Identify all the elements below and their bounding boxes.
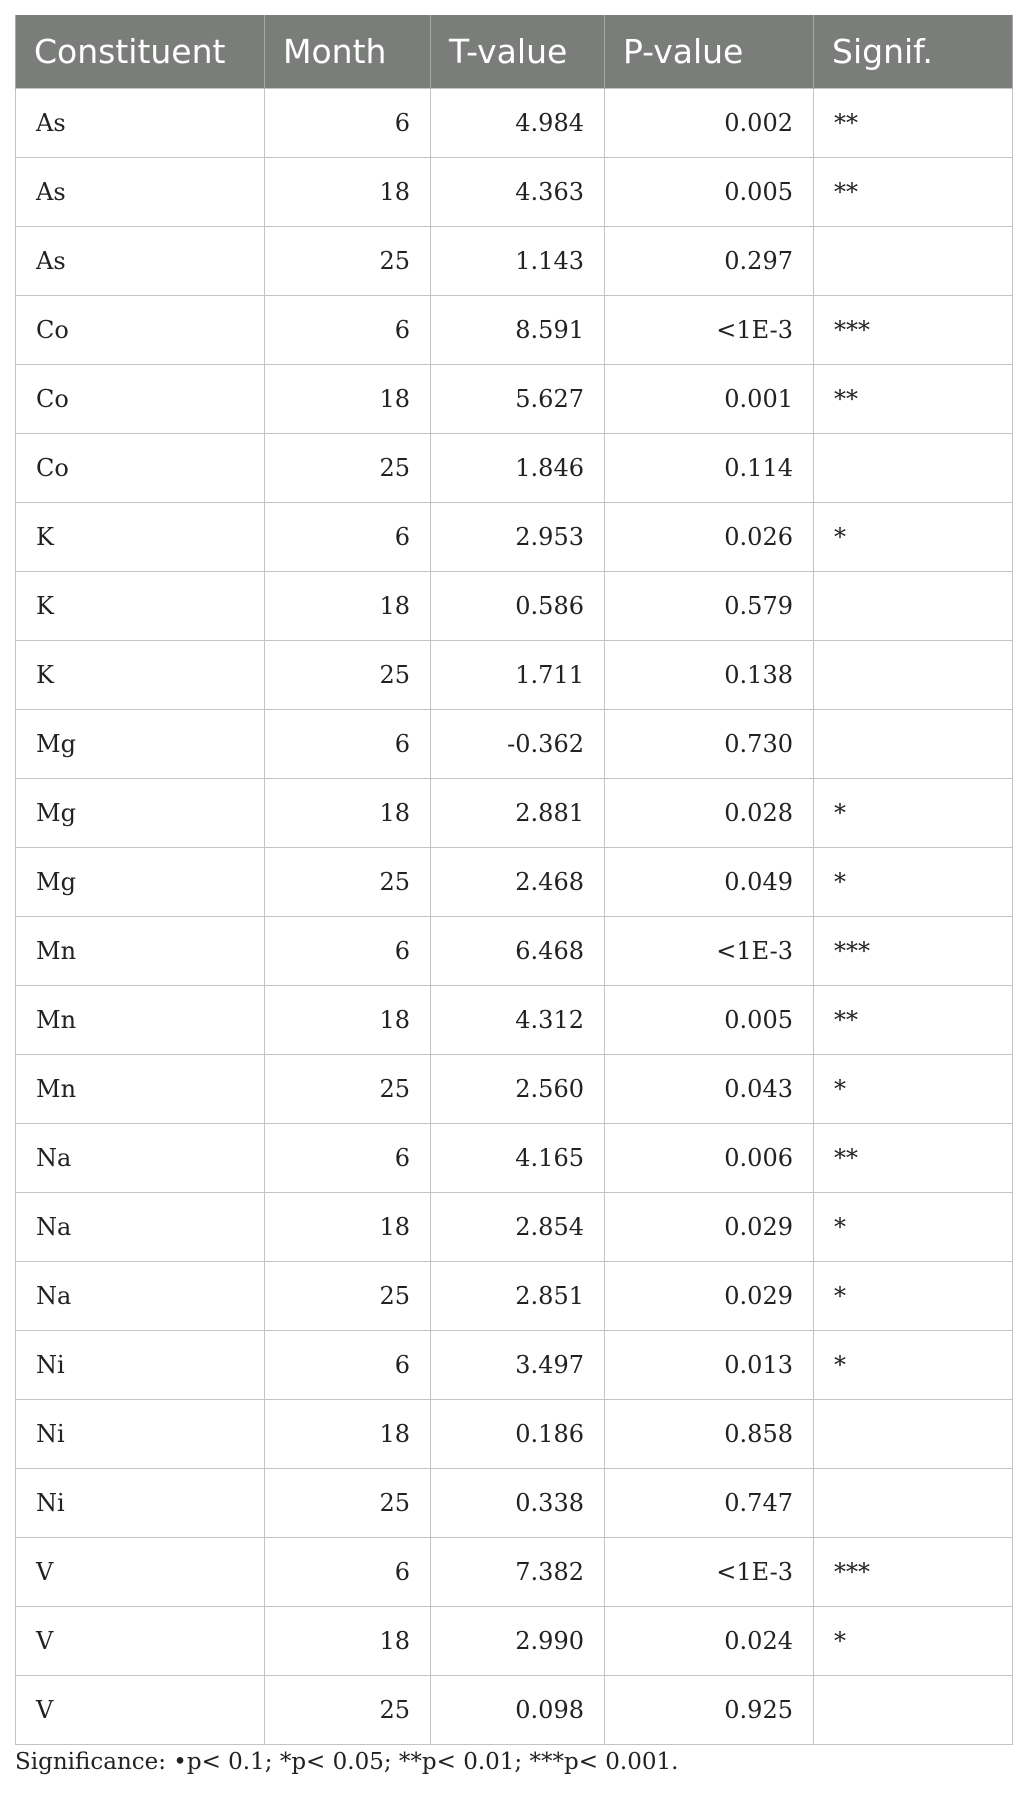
t-value-cell: 7.382 bbox=[431, 1537, 605, 1606]
constituent-cell: Mg bbox=[16, 778, 265, 847]
signif-cell bbox=[814, 1468, 1013, 1537]
t-value-cell: 1.846 bbox=[431, 433, 605, 502]
p-value-cell: <1E-3 bbox=[605, 1537, 814, 1606]
header-month: Month bbox=[265, 15, 431, 88]
table-row bbox=[16, 985, 1013, 1054]
month-cell: 25 bbox=[265, 847, 431, 916]
month-cell: 18 bbox=[265, 985, 431, 1054]
t-value-cell: 3.497 bbox=[431, 1330, 605, 1399]
constituent-cell: Mn bbox=[16, 916, 265, 985]
month-cell: 25 bbox=[265, 1675, 431, 1744]
constituent-cell: Na bbox=[16, 1123, 265, 1192]
header-t-value: T-value bbox=[431, 15, 605, 88]
month-cell: 6 bbox=[265, 1330, 431, 1399]
t-value-cell: 2.953 bbox=[431, 502, 605, 571]
signif-cell: * bbox=[814, 778, 1013, 847]
signif-cell: * bbox=[814, 1054, 1013, 1123]
constituent-cell: K bbox=[16, 502, 265, 571]
p-value-cell: 0.028 bbox=[605, 778, 814, 847]
table-row bbox=[16, 295, 1013, 364]
table-body bbox=[16, 88, 1013, 1744]
constituent-cell: Ni bbox=[16, 1468, 265, 1537]
table-row bbox=[16, 364, 1013, 433]
p-value-cell: 0.043 bbox=[605, 1054, 814, 1123]
t-value-cell: 0.338 bbox=[431, 1468, 605, 1537]
p-value-cell: 0.005 bbox=[605, 985, 814, 1054]
table-row bbox=[16, 1468, 1013, 1537]
p-value-cell: 0.579 bbox=[605, 571, 814, 640]
header-p-value: P-value bbox=[605, 15, 814, 88]
signif-cell: *** bbox=[814, 916, 1013, 985]
p-value-cell: 0.001 bbox=[605, 364, 814, 433]
p-value-cell: 0.005 bbox=[605, 157, 814, 226]
signif-cell: ** bbox=[814, 1123, 1013, 1192]
signif-cell bbox=[814, 1675, 1013, 1744]
table-row bbox=[16, 916, 1013, 985]
month-cell: 6 bbox=[265, 1123, 431, 1192]
signif-cell bbox=[814, 571, 1013, 640]
month-cell: 18 bbox=[265, 364, 431, 433]
month-cell: 18 bbox=[265, 157, 431, 226]
table-row bbox=[16, 1330, 1013, 1399]
significance-footnote: Significance: •p< 0.1; *p< 0.05; **p< 0.01; ***p< 0.001. bbox=[15, 1749, 679, 1775]
month-cell: 18 bbox=[265, 571, 431, 640]
signif-cell: * bbox=[814, 1261, 1013, 1330]
month-cell: 6 bbox=[265, 709, 431, 778]
signif-cell: ** bbox=[814, 364, 1013, 433]
table-row bbox=[16, 1606, 1013, 1675]
table-row bbox=[16, 1192, 1013, 1261]
table-row bbox=[16, 571, 1013, 640]
month-cell: 18 bbox=[265, 1606, 431, 1675]
p-value-cell: 0.114 bbox=[605, 433, 814, 502]
month-cell: 6 bbox=[265, 88, 431, 157]
p-value-cell: 0.730 bbox=[605, 709, 814, 778]
t-value-cell: 4.363 bbox=[431, 157, 605, 226]
p-value-cell: <1E-3 bbox=[605, 295, 814, 364]
signif-cell: * bbox=[814, 502, 1013, 571]
t-value-cell: 5.627 bbox=[431, 364, 605, 433]
table-row bbox=[16, 157, 1013, 226]
table-row bbox=[16, 709, 1013, 778]
signif-cell: * bbox=[814, 1606, 1013, 1675]
constituent-cell: Co bbox=[16, 295, 265, 364]
table-row bbox=[16, 1675, 1013, 1744]
p-value-cell: 0.925 bbox=[605, 1675, 814, 1744]
constituent-cell: Ni bbox=[16, 1399, 265, 1468]
signif-cell bbox=[814, 433, 1013, 502]
signif-cell: ** bbox=[814, 985, 1013, 1054]
signif-cell: ** bbox=[814, 88, 1013, 157]
p-value-cell: 0.297 bbox=[605, 226, 814, 295]
header-constituent: Constituent bbox=[16, 15, 265, 88]
t-value-cell: 2.851 bbox=[431, 1261, 605, 1330]
p-value-cell: 0.002 bbox=[605, 88, 814, 157]
constituent-cell: Mg bbox=[16, 709, 265, 778]
constituent-cell: As bbox=[16, 157, 265, 226]
t-value-cell: 2.854 bbox=[431, 1192, 605, 1261]
header-row bbox=[16, 15, 1013, 88]
constituent-cell: Mg bbox=[16, 847, 265, 916]
p-value-cell: 0.026 bbox=[605, 502, 814, 571]
signif-cell: ** bbox=[814, 157, 1013, 226]
t-value-cell: 0.186 bbox=[431, 1399, 605, 1468]
t-value-cell: 2.990 bbox=[431, 1606, 605, 1675]
constituent-cell: Co bbox=[16, 364, 265, 433]
month-cell: 25 bbox=[265, 1054, 431, 1123]
signif-cell bbox=[814, 1399, 1013, 1468]
t-value-cell: 2.560 bbox=[431, 1054, 605, 1123]
p-value-cell: 0.049 bbox=[605, 847, 814, 916]
t-value-cell: 1.143 bbox=[431, 226, 605, 295]
t-value-cell: 0.586 bbox=[431, 571, 605, 640]
table-row bbox=[16, 778, 1013, 847]
signif-cell: * bbox=[814, 847, 1013, 916]
t-value-cell: 1.711 bbox=[431, 640, 605, 709]
constituent-cell: Na bbox=[16, 1261, 265, 1330]
month-cell: 6 bbox=[265, 916, 431, 985]
p-value-cell: 0.006 bbox=[605, 1123, 814, 1192]
table-row bbox=[16, 433, 1013, 502]
t-value-cell: 2.468 bbox=[431, 847, 605, 916]
p-value-cell: <1E-3 bbox=[605, 916, 814, 985]
constituent-cell: V bbox=[16, 1675, 265, 1744]
p-value-cell: 0.029 bbox=[605, 1192, 814, 1261]
constituent-cell: V bbox=[16, 1606, 265, 1675]
signif-cell: *** bbox=[814, 295, 1013, 364]
month-cell: 25 bbox=[265, 640, 431, 709]
t-value-cell: 6.468 bbox=[431, 916, 605, 985]
signif-cell bbox=[814, 226, 1013, 295]
signif-cell: * bbox=[814, 1330, 1013, 1399]
t-value-cell: 8.591 bbox=[431, 295, 605, 364]
constituent-cell: K bbox=[16, 571, 265, 640]
p-value-cell: 0.858 bbox=[605, 1399, 814, 1468]
table-row bbox=[16, 1054, 1013, 1123]
constituent-cell: As bbox=[16, 88, 265, 157]
table-row bbox=[16, 88, 1013, 157]
signif-cell bbox=[814, 709, 1013, 778]
t-value-cell: 0.098 bbox=[431, 1675, 605, 1744]
signif-cell bbox=[814, 640, 1013, 709]
constituent-cell: Mn bbox=[16, 1054, 265, 1123]
t-value-cell: 2.881 bbox=[431, 778, 605, 847]
header-signif: Signif. bbox=[814, 15, 1013, 88]
table-row bbox=[16, 1123, 1013, 1192]
month-cell: 25 bbox=[265, 433, 431, 502]
table-row bbox=[16, 1261, 1013, 1330]
table-row bbox=[16, 226, 1013, 295]
table-row bbox=[16, 640, 1013, 709]
constituent-cell: Co bbox=[16, 433, 265, 502]
table-row bbox=[16, 847, 1013, 916]
month-cell: 18 bbox=[265, 1192, 431, 1261]
month-cell: 18 bbox=[265, 778, 431, 847]
month-cell: 25 bbox=[265, 1468, 431, 1537]
p-value-cell: 0.029 bbox=[605, 1261, 814, 1330]
p-value-cell: 0.747 bbox=[605, 1468, 814, 1537]
results-table bbox=[15, 15, 1013, 1745]
p-value-cell: 0.138 bbox=[605, 640, 814, 709]
t-value-cell: 4.984 bbox=[431, 88, 605, 157]
month-cell: 18 bbox=[265, 1399, 431, 1468]
table-row bbox=[16, 502, 1013, 571]
p-value-cell: 0.024 bbox=[605, 1606, 814, 1675]
constituent-cell: Na bbox=[16, 1192, 265, 1261]
table-row bbox=[16, 1399, 1013, 1468]
t-value-cell: 4.165 bbox=[431, 1123, 605, 1192]
signif-cell: * bbox=[814, 1192, 1013, 1261]
constituent-cell: As bbox=[16, 226, 265, 295]
table-row bbox=[16, 1537, 1013, 1606]
month-cell: 6 bbox=[265, 502, 431, 571]
constituent-cell: Mn bbox=[16, 985, 265, 1054]
t-value-cell: 4.312 bbox=[431, 985, 605, 1054]
month-cell: 6 bbox=[265, 295, 431, 364]
constituent-cell: V bbox=[16, 1537, 265, 1606]
table-container bbox=[15, 15, 1012, 1745]
p-value-cell: 0.013 bbox=[605, 1330, 814, 1399]
signif-cell: *** bbox=[814, 1537, 1013, 1606]
month-cell: 25 bbox=[265, 1261, 431, 1330]
constituent-cell: Ni bbox=[16, 1330, 265, 1399]
constituent-cell: K bbox=[16, 640, 265, 709]
month-cell: 6 bbox=[265, 1537, 431, 1606]
month-cell: 25 bbox=[265, 226, 431, 295]
t-value-cell: -0.362 bbox=[431, 709, 605, 778]
